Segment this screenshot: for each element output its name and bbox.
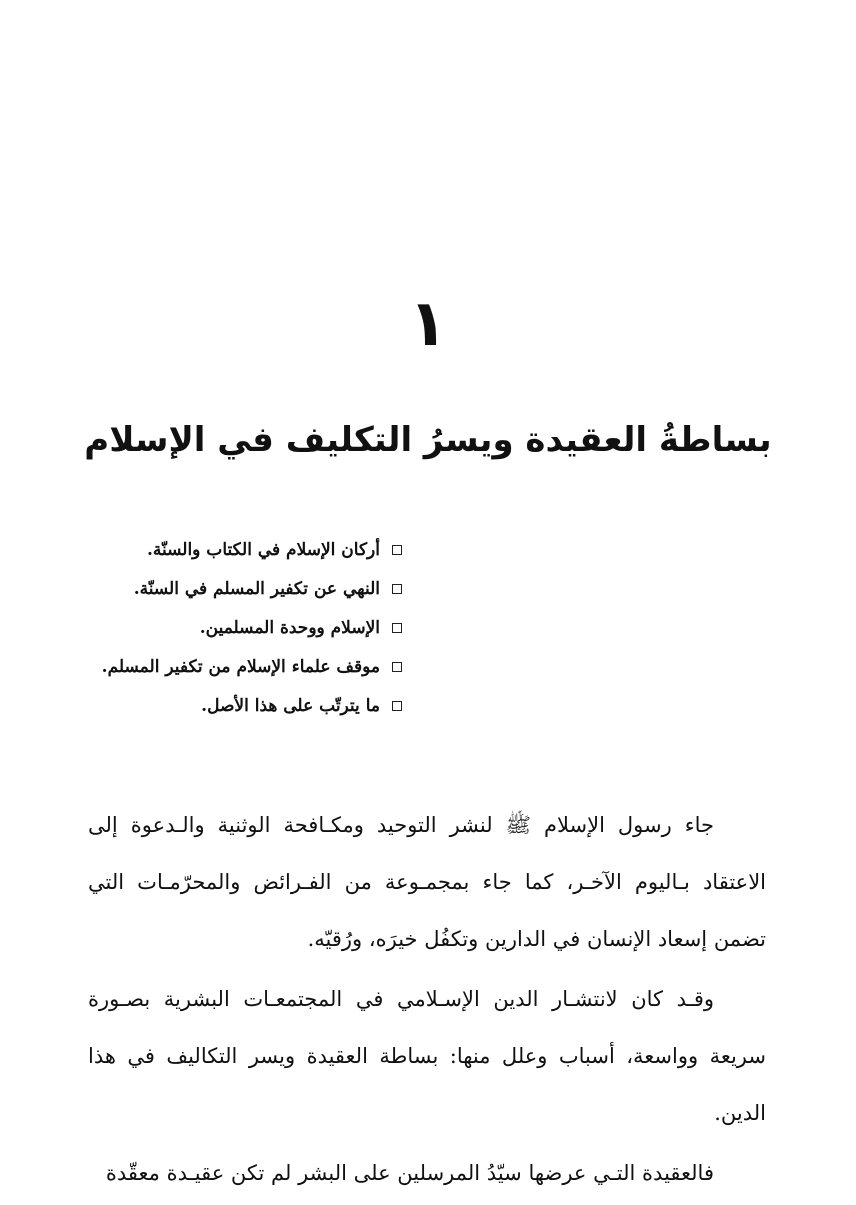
checkbox-icon bbox=[392, 662, 402, 672]
topic-text: موقف علماء الإسلام من تكفير المسلم. bbox=[101, 656, 380, 677]
topic-text: النهي عن تكفير المسلم في السنّة. bbox=[133, 578, 380, 599]
chapter-topics-list bbox=[42, 530, 402, 725]
checkbox-icon bbox=[392, 545, 402, 555]
topic-item bbox=[42, 569, 402, 608]
topic-item bbox=[42, 608, 402, 647]
body-text bbox=[88, 797, 766, 1205]
chapter-title: بساطةُ العقيدة ويسرُ التكليف في الإسلام bbox=[84, 420, 772, 460]
chapter-number: ١ bbox=[408, 287, 448, 361]
topic-text: أركان الإسلام في الكتاب والسنّة. bbox=[146, 539, 380, 560]
paragraph: جاء رسول الإسلام ﷺ لنشر التوحيد ومكـافحة الوثنية والـدعوة إلى الاعتقاد بـاليوم الآخـر، كما جاء بمجمـوعة من الفـرائض والمحرّمـات التي تضمن إسعاد الإنسان في الدارين وتكفُل خيرَه، ورُقيّه. bbox=[88, 813, 766, 951]
checkbox-icon bbox=[392, 701, 402, 711]
checkbox-icon bbox=[392, 623, 402, 633]
topic-item bbox=[42, 686, 402, 725]
topic-text: الإسلام ووحدة المسلمين. bbox=[199, 617, 380, 638]
paragraph: فالعقيدة التـي عرضها سيّدُ المرسلين على البشر لم تكن عقيـدة معقّدة bbox=[105, 1161, 714, 1185]
checkbox-icon bbox=[392, 584, 402, 594]
topic-item bbox=[42, 530, 402, 569]
paragraph: وقـد كان لانتشـار الدين الإسـلامي في المجتمعـات البشرية بصـورة سريعة وواسعة، أسباب وعلل منها: بساطة العقيدة ويسر التكاليف في هذا الدين. bbox=[88, 987, 766, 1125]
topic-text: ما يترتّب على هذا الأصل. bbox=[201, 695, 380, 716]
topic-item bbox=[42, 647, 402, 686]
